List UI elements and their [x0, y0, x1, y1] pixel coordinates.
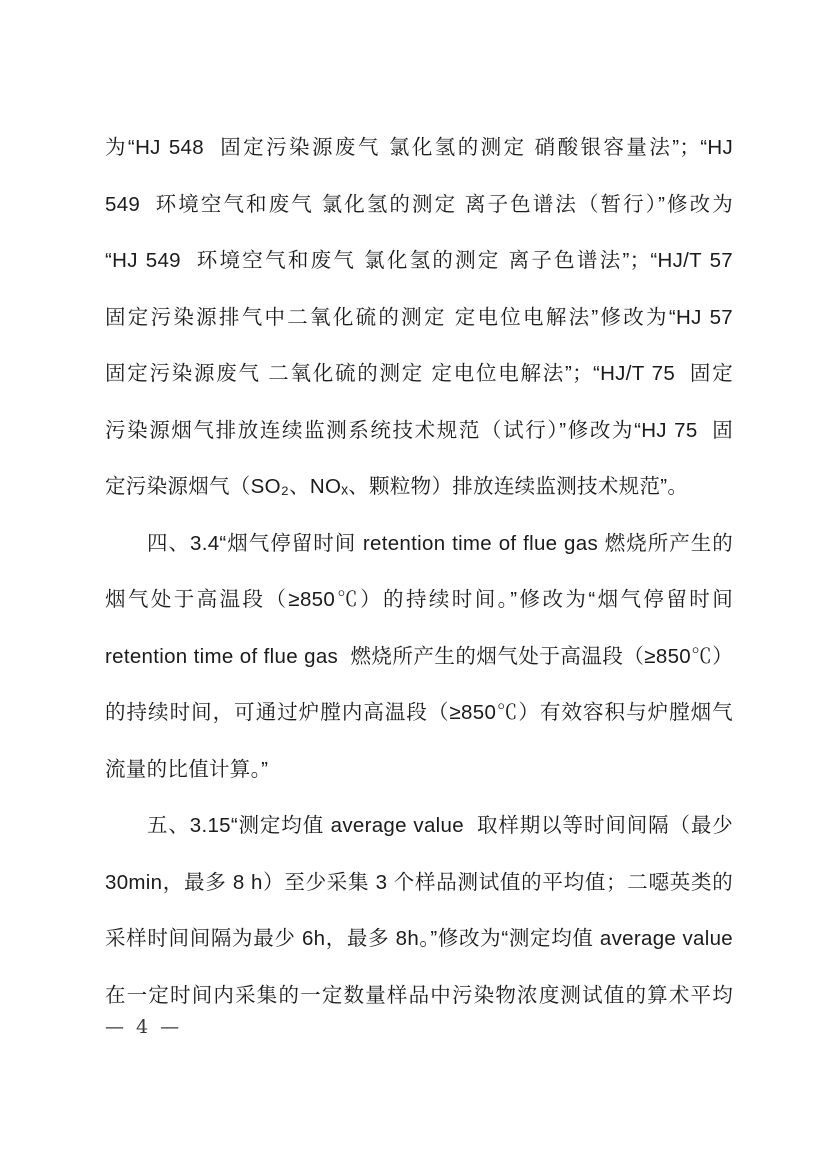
text-line: 30min，最多 8 h）至少采集 3 个样品测试值的平均值；二噁英类的 — [105, 870, 733, 894]
text-line: 烟气处于高温段（≥850℃）的持续时间。”修改为“烟气停留时间 — [105, 588, 733, 611]
text-line: 污染源烟气排放连续监测系统技术规范（试行）”修改为“HJ 75 固 — [105, 418, 733, 442]
text-line-section-4: 四、3.4“烟气停留时间 retention time of flue gas 燃烧所产生的 — [147, 531, 733, 555]
text-line: 549 环境空气和废气 氯化氢的测定 离子色谱法（暂行）”修改为 — [105, 192, 733, 216]
text-line: 定污染源烟气（SO₂、NOₓ、颗粒物）排放连续监测技术规范”。 — [105, 475, 689, 498]
text-line: 在一定时间内采集的一定数量样品中污染物浓度测试值的算术平均 — [105, 983, 733, 1007]
document-body — [105, 120, 733, 1024]
text-line: 采样时间间隔为最少 6h，最多 8h。”修改为“测定均值 average value — [105, 927, 733, 950]
text-line: 固定污染源排气中二氧化硫的测定 定电位电解法”修改为“HJ 57 — [105, 305, 733, 329]
text-line: retention time of flue gas 燃烧所产生的烟气处于高温段（≥850℃） — [105, 644, 733, 668]
page-number: — 4 — — [105, 1016, 183, 1038]
text-line: 固定污染源废气 二氧化硫的测定 定电位电解法”；“HJ/T 75 固定 — [105, 362, 733, 385]
text-line: 为“HJ 548 固定污染源废气 氯化氢的测定 硝酸银容量法”；“HJ — [105, 136, 733, 159]
text-line: “HJ 549 环境空气和废气 氯化氢的测定 离子色谱法”；“HJ/T 57 — [105, 249, 733, 272]
text-line-section-5: 五、3.15“测定均值 average value 取样期以等时间间隔（最少 — [147, 814, 733, 837]
text-line: 的持续时间，可通过炉膛内高温段（≥850℃）有效容积与炉膛烟气 — [105, 701, 733, 724]
text-line: 流量的比值计算。” — [105, 757, 269, 781]
